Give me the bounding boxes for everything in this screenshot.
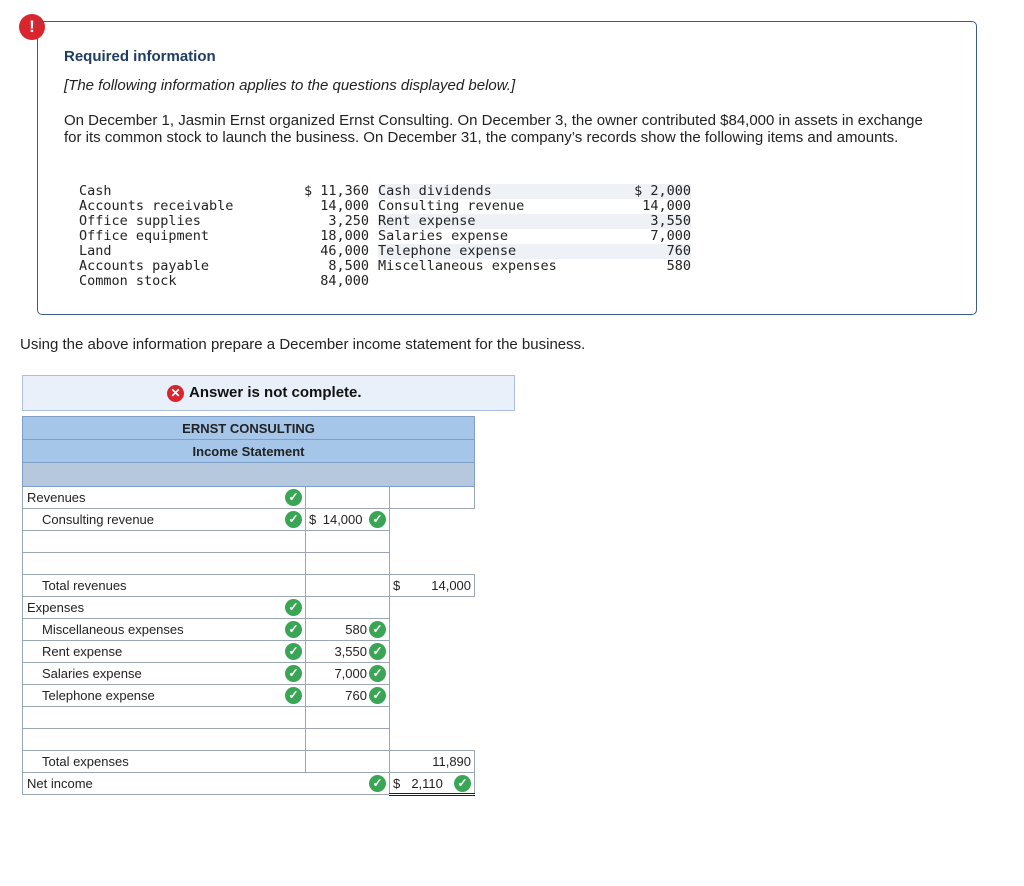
check-icon: ✓ bbox=[285, 643, 302, 660]
blank-label-input[interactable] bbox=[23, 707, 306, 729]
net-income-input[interactable]: $ 2,110 ✓ bbox=[390, 773, 475, 795]
ledger-row: Telephone expense 760 bbox=[378, 243, 691, 259]
ledger-row: Office supplies 3,250 bbox=[79, 213, 369, 229]
check-icon: ✓ bbox=[454, 775, 471, 792]
expense-amount-input[interactable]: 580 ✓ bbox=[306, 619, 390, 641]
problem-paragraph: On December 1, Jasmin Ernst organized Ernst Consulting. On December 3, the owner contributed $84,000 in assets in exchange for its common stock to launch the business. On December 31, the company’s records show the following items and amounts. bbox=[64, 112, 923, 146]
incorrect-icon: ✕ bbox=[167, 385, 184, 402]
answer-status-text: Answer is not complete. bbox=[189, 384, 362, 401]
expenses-label-cell[interactable]: Expenses ✓ bbox=[23, 597, 306, 619]
ledger-row: Salaries expense 7,000 bbox=[378, 228, 691, 244]
consulting-revenue-input[interactable]: $ 14,000 ✓ bbox=[306, 509, 390, 531]
check-icon: ✓ bbox=[285, 665, 302, 682]
ledger-row: Common stock 84,000 bbox=[79, 273, 369, 289]
ledger-row: Consulting revenue 14,000 bbox=[378, 198, 691, 214]
check-icon: ✓ bbox=[369, 687, 386, 704]
ledger-row: Accounts payable 8,500 bbox=[79, 258, 369, 274]
ledger-row: Land 46,000 bbox=[79, 243, 369, 259]
total-input[interactable] bbox=[390, 487, 475, 509]
company-name: ERNST CONSULTING bbox=[23, 417, 475, 440]
expense-amount-input[interactable]: 3,550 ✓ bbox=[306, 641, 390, 663]
instructions: Using the above information prepare a December income statement for the business. bbox=[20, 336, 586, 353]
ledger-row: Rent expense 3,550 bbox=[378, 213, 691, 229]
check-icon: ✓ bbox=[369, 511, 386, 528]
amount-input[interactable] bbox=[306, 597, 390, 619]
revenues-label-cell[interactable]: Revenues ✓ bbox=[23, 487, 306, 509]
ledger-row: Cash $ 11,360 bbox=[79, 183, 369, 199]
ledger-row: Accounts receivable 14,000 bbox=[79, 198, 369, 214]
check-icon: ✓ bbox=[285, 489, 302, 506]
required-info-title: Required information bbox=[64, 48, 216, 65]
blank-label-input[interactable] bbox=[23, 729, 306, 751]
amount-input[interactable] bbox=[306, 531, 390, 553]
total-revenues-label: Total revenues bbox=[23, 575, 306, 597]
amount-input[interactable] bbox=[306, 707, 390, 729]
total-revenues-input[interactable]: $ 14,000 bbox=[390, 575, 475, 597]
blank-label-input[interactable] bbox=[23, 531, 306, 553]
check-icon: ✓ bbox=[285, 599, 302, 616]
check-icon: ✓ bbox=[285, 687, 302, 704]
amount-input[interactable] bbox=[306, 729, 390, 751]
consulting-revenue-label-cell[interactable]: Consulting revenue ✓ bbox=[23, 509, 306, 531]
ledger-row: Office equipment 18,000 bbox=[79, 228, 369, 244]
income-statement-table bbox=[22, 416, 475, 796]
statement-period-input[interactable] bbox=[23, 463, 475, 487]
check-icon: ✓ bbox=[369, 775, 386, 792]
statement-title: Income Statement bbox=[23, 440, 475, 463]
alert-icon: ! bbox=[19, 14, 45, 40]
check-icon: ✓ bbox=[369, 665, 386, 682]
expense-label-cell[interactable]: Salaries expense ✓ bbox=[23, 663, 306, 685]
total-expenses-input[interactable]: 11,890 bbox=[390, 751, 475, 773]
amount-input[interactable] bbox=[306, 553, 390, 575]
ledger-right bbox=[378, 184, 691, 274]
net-income-label-cell: Net income ✓ bbox=[23, 773, 390, 795]
ledger-row: Cash dividends $ 2,000 bbox=[378, 183, 691, 199]
answer-status-banner bbox=[22, 375, 515, 411]
check-icon: ✓ bbox=[285, 621, 302, 638]
required-info-note: [The following information applies to the questions displayed below.] bbox=[64, 77, 516, 94]
expense-amount-input[interactable]: 7,000 ✓ bbox=[306, 663, 390, 685]
amount-input[interactable] bbox=[306, 487, 390, 509]
expense-amount-input[interactable]: 760 ✓ bbox=[306, 685, 390, 707]
expense-label-cell[interactable]: Miscellaneous expenses ✓ bbox=[23, 619, 306, 641]
check-icon: ✓ bbox=[369, 621, 386, 638]
ledger-left bbox=[79, 184, 369, 289]
expense-label-cell[interactable]: Rent expense ✓ bbox=[23, 641, 306, 663]
ledger-row: Miscellaneous expenses 580 bbox=[378, 258, 691, 274]
total-expenses-label: Total expenses bbox=[23, 751, 306, 773]
check-icon: ✓ bbox=[285, 511, 302, 528]
blank-label-input[interactable] bbox=[23, 553, 306, 575]
check-icon: ✓ bbox=[369, 643, 386, 660]
expense-label-cell[interactable]: Telephone expense ✓ bbox=[23, 685, 306, 707]
